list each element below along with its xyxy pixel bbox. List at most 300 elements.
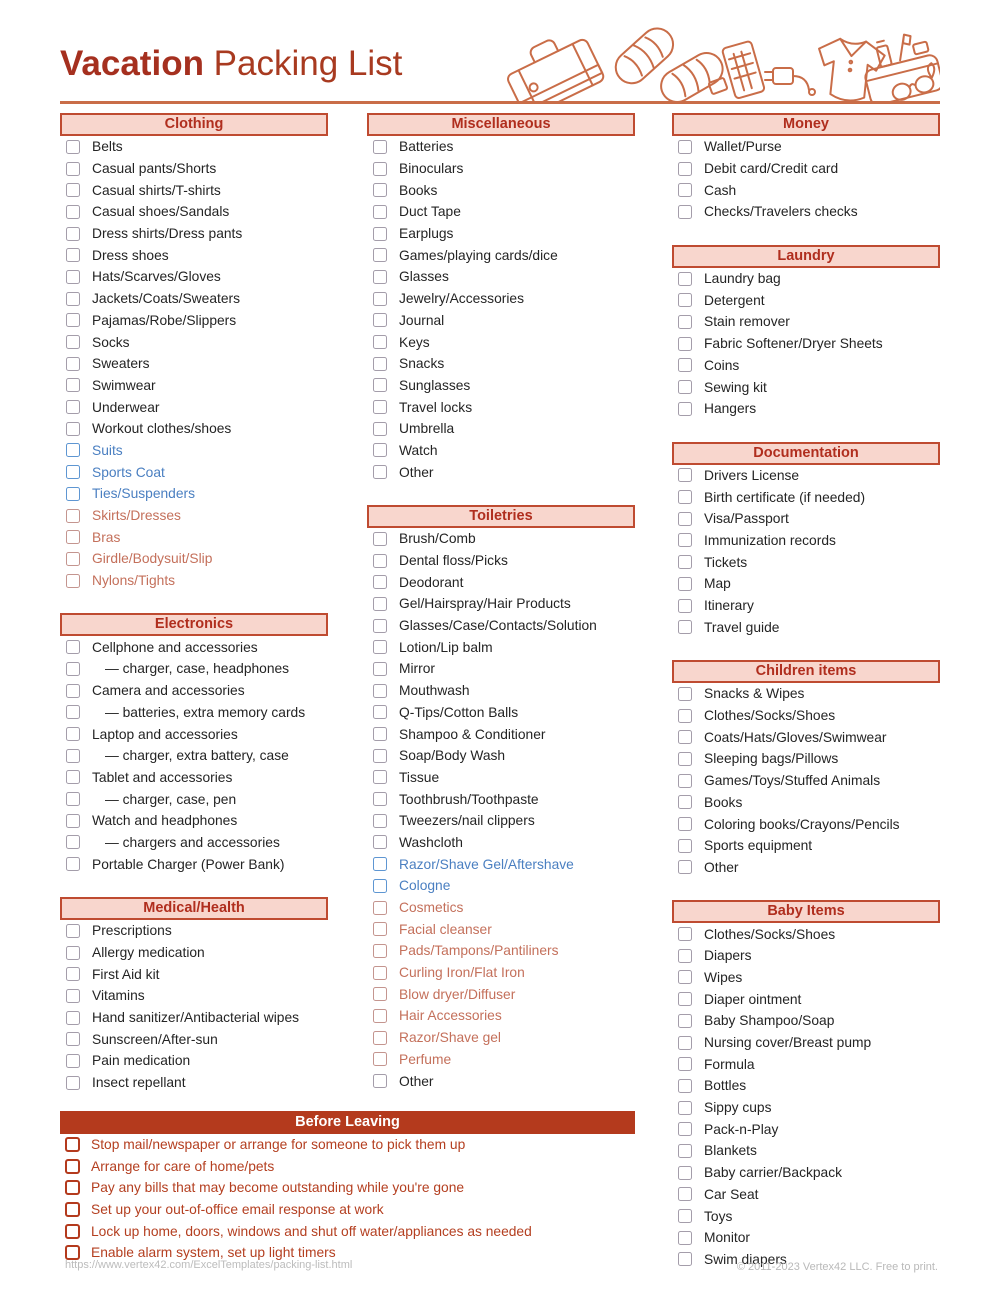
item-label: Laptop and accessories: [92, 726, 238, 742]
item-label: Camera and accessories: [92, 683, 245, 699]
checkbox[interactable]: [373, 879, 387, 893]
checkbox[interactable]: [678, 1209, 692, 1223]
checkbox[interactable]: [65, 1202, 80, 1217]
checkbox[interactable]: [373, 814, 387, 828]
item-label: Glasses: [399, 269, 449, 285]
checkbox[interactable]: [373, 966, 387, 980]
item-label: Washcloth: [399, 834, 463, 850]
item-label: — batteries, extra memory cards: [105, 704, 306, 720]
checkbox[interactable]: [373, 357, 387, 371]
item-label: Bottles: [704, 1078, 747, 1094]
checklist-item-row: [60, 179, 328, 201]
checklist-item-row: [60, 244, 328, 266]
checklist-item-row: [672, 1227, 940, 1249]
checklist-item-row: [60, 526, 328, 548]
item-label: Travel guide: [704, 619, 780, 635]
item-label: Other: [399, 464, 434, 480]
checkbox[interactable]: [678, 1079, 692, 1093]
item-label: Sunscreen/After-sun: [92, 1031, 218, 1047]
section-header-children-items: Children items: [672, 660, 940, 683]
checkbox[interactable]: [373, 400, 387, 414]
checklist-item-row: [367, 918, 635, 940]
checkbox[interactable]: [373, 922, 387, 936]
checklist-item-row: [672, 508, 940, 530]
item-label: Socks: [92, 334, 130, 350]
checkbox[interactable]: [678, 140, 692, 154]
item-label: Fabric Softener/Dryer Sheets: [704, 336, 883, 352]
item-label: Tweezers/nail clippers: [399, 813, 535, 829]
checklist-item-row: [672, 945, 940, 967]
checkbox[interactable]: [678, 402, 692, 416]
checkbox[interactable]: [678, 1101, 692, 1115]
item-label: Diaper ointment: [704, 991, 802, 1007]
section-header-money: Money: [672, 113, 940, 136]
checkbox[interactable]: [678, 949, 692, 963]
checkbox[interactable]: [66, 487, 80, 501]
checkbox[interactable]: [678, 358, 692, 372]
checkbox[interactable]: [373, 313, 387, 327]
checkbox[interactable]: [66, 530, 80, 544]
checklist-item-row: [367, 767, 635, 789]
item-label: Pay any bills that may become outstanding while you're gone: [91, 1180, 465, 1196]
checkbox[interactable]: [66, 378, 80, 392]
item-label: Cosmetics: [399, 900, 464, 916]
checklist-item-row: [672, 136, 940, 158]
checkbox[interactable]: [373, 248, 387, 262]
checkbox[interactable]: [678, 272, 692, 286]
checkbox[interactable]: [678, 183, 692, 197]
item-label: Suits: [92, 442, 123, 458]
checkbox[interactable]: [66, 770, 80, 784]
checkbox[interactable]: [373, 619, 387, 633]
checklist-item-row: [60, 223, 328, 245]
item-label: Portable Charger (Power Bank): [92, 856, 285, 872]
checkbox[interactable]: [66, 292, 80, 306]
checkbox[interactable]: [66, 662, 80, 676]
checkbox[interactable]: [373, 292, 387, 306]
checkbox[interactable]: [66, 727, 80, 741]
checklist-item-row: [367, 571, 635, 593]
checkbox[interactable]: [373, 532, 387, 546]
item-label: Hats/Scarves/Gloves: [92, 269, 221, 285]
checklist-item-row: [60, 548, 328, 570]
checkbox[interactable]: [678, 992, 692, 1006]
item-label: Pads/Tampons/Pantiliners: [399, 943, 559, 959]
checkbox[interactable]: [66, 183, 80, 197]
item-label: Games/Toys/Stuffed Animals: [704, 773, 881, 789]
item-label: Nylons/Tights: [92, 573, 176, 589]
item-label: Birth certificate (if needed): [704, 489, 866, 505]
checkbox[interactable]: [678, 490, 692, 504]
checklist-item-row: [367, 680, 635, 702]
source-url: https://www.vertex42.com/ExcelTemplates/packing-list.html: [65, 1259, 353, 1271]
section-header-clothing: Clothing: [60, 113, 328, 136]
item-label: Glasses/Case/Contacts/Solution: [399, 618, 597, 634]
checklist-item-row: [367, 223, 635, 245]
checklist-item-row: [672, 705, 940, 727]
item-label: Detergent: [704, 292, 765, 308]
checkbox[interactable]: [678, 730, 692, 744]
item-label: Lotion/Lip balm: [399, 639, 493, 655]
item-label: Gel/Hairspray/Hair Products: [399, 596, 571, 612]
section-before-leaving: [60, 1111, 635, 1264]
checkbox[interactable]: [66, 989, 80, 1003]
item-label: Coloring books/Crayons/Pencils: [704, 816, 900, 832]
checklist-item-row: [60, 1199, 635, 1221]
checkbox[interactable]: [678, 620, 692, 634]
item-label: Perfume: [399, 1051, 452, 1067]
checklist-item-row: [367, 158, 635, 180]
checkbox[interactable]: [66, 684, 80, 698]
checklist-item-row: [367, 179, 635, 201]
checkbox[interactable]: [66, 400, 80, 414]
section-header-toiletries: Toiletries: [367, 505, 635, 528]
item-label: Other: [704, 859, 739, 875]
item-label: Razor/Shave gel: [399, 1030, 502, 1046]
checkbox[interactable]: [373, 378, 387, 392]
checkbox[interactable]: [66, 574, 80, 588]
checkbox[interactable]: [678, 315, 692, 329]
checkbox[interactable]: [373, 857, 387, 871]
checkbox[interactable]: [373, 575, 387, 589]
checkbox[interactable]: [373, 422, 387, 436]
checklist-item-row: [672, 595, 940, 617]
checklist-item-row: [367, 201, 635, 223]
checkbox[interactable]: [678, 1187, 692, 1201]
checklist-item-row: [367, 288, 635, 310]
item-label: Bras: [92, 529, 121, 545]
item-label: Journal: [399, 312, 445, 328]
checkbox[interactable]: [678, 1252, 692, 1266]
checkbox[interactable]: [373, 792, 387, 806]
checklist-item-row: [60, 461, 328, 483]
checkbox[interactable]: [678, 752, 692, 766]
checkbox[interactable]: [373, 770, 387, 784]
item-label: Sleeping bags/Pillows: [704, 751, 839, 767]
checkbox[interactable]: [678, 293, 692, 307]
checkbox[interactable]: [373, 140, 387, 154]
item-label: Sports equipment: [704, 838, 813, 854]
checkbox[interactable]: [65, 1159, 80, 1174]
checkbox[interactable]: [66, 705, 80, 719]
item-label: Soap/Body Wash: [399, 748, 506, 764]
checkbox[interactable]: [373, 944, 387, 958]
item-label: Arrange for care of home/pets: [91, 1158, 275, 1174]
checkbox[interactable]: [678, 468, 692, 482]
item-label: Car Seat: [704, 1186, 759, 1202]
item-label: Clothes/Socks/Shoes: [704, 708, 836, 724]
item-label: Enable alarm system, set up light timers: [91, 1245, 336, 1261]
checklist-item-row: [367, 853, 635, 875]
checklist-item-row: [672, 1140, 940, 1162]
checkbox[interactable]: [678, 162, 692, 176]
checkbox[interactable]: [373, 640, 387, 654]
checklist-item-row: [672, 1205, 940, 1227]
checklist-item-row: [60, 375, 328, 397]
checklist-item-row: [672, 551, 940, 573]
checkbox[interactable]: [66, 835, 80, 849]
checklist-item-row: [367, 832, 635, 854]
checkbox[interactable]: [678, 1057, 692, 1071]
checklist-item-row: [367, 962, 635, 984]
checklist-item-row: [367, 375, 635, 397]
checklist-item-row: [672, 1184, 940, 1206]
checkbox[interactable]: [373, 1074, 387, 1088]
checkbox[interactable]: [373, 443, 387, 457]
checkbox[interactable]: [66, 1032, 80, 1046]
checklist-item-row: [672, 268, 940, 290]
checkbox[interactable]: [373, 727, 387, 741]
item-label: Wallet/Purse: [704, 139, 782, 155]
item-label: Deodorant: [399, 574, 464, 590]
item-label: Visa/Passport: [704, 511, 789, 527]
checkbox[interactable]: [373, 1031, 387, 1045]
checkbox[interactable]: [373, 465, 387, 479]
checkbox[interactable]: [373, 183, 387, 197]
checklist-item-row: [672, 967, 940, 989]
checkbox[interactable]: [66, 749, 80, 763]
checkbox[interactable]: [66, 967, 80, 981]
item-label: Blow dryer/Diffuser: [399, 986, 516, 1002]
checkbox[interactable]: [66, 1011, 80, 1025]
checkbox[interactable]: [678, 1014, 692, 1028]
checklist-item-row: [367, 136, 635, 158]
item-label: Jewelry/Accessories: [399, 291, 524, 307]
item-label: Coins: [704, 357, 740, 373]
checklist-item-row: [367, 875, 635, 897]
checklist-item-row: [367, 1027, 635, 1049]
item-label: Watch and headphones: [92, 813, 238, 829]
checklist-item-row: [672, 289, 940, 311]
checklist-item-row: [367, 550, 635, 572]
checkbox[interactable]: [66, 205, 80, 219]
checkbox[interactable]: [373, 705, 387, 719]
item-label: Casual shirts/T-shirts: [92, 182, 221, 198]
checkbox[interactable]: [373, 1009, 387, 1023]
item-label: Travel locks: [399, 399, 473, 415]
item-label: Brush/Comb: [399, 531, 476, 547]
section-header-laundry: Laundry: [672, 245, 940, 268]
checklist-item-row: [367, 658, 635, 680]
item-label: Casual shoes/Sandals: [92, 204, 230, 220]
checklist-item-row: [60, 745, 328, 767]
checkbox[interactable]: [66, 270, 80, 284]
checklist-item-row: [367, 1070, 635, 1092]
checklist-item-row: [60, 483, 328, 505]
item-label: Tickets: [704, 554, 748, 570]
checkbox[interactable]: [66, 162, 80, 176]
checkbox[interactable]: [66, 857, 80, 871]
checkbox[interactable]: [373, 335, 387, 349]
checkbox[interactable]: [373, 901, 387, 915]
item-label: Map: [704, 576, 731, 592]
checkbox[interactable]: [678, 970, 692, 984]
item-label: Sunglasses: [399, 377, 471, 393]
item-label: Toys: [704, 1208, 733, 1224]
checklist-item-row: [60, 353, 328, 375]
checklist-item-row: [60, 832, 328, 854]
item-label: Mouthwash: [399, 683, 470, 699]
checkbox[interactable]: [66, 924, 80, 938]
checklist-item-row: [367, 810, 635, 832]
checkbox[interactable]: [66, 313, 80, 327]
checkbox[interactable]: [678, 1231, 692, 1245]
checkbox[interactable]: [66, 552, 80, 566]
section-header-documentation: Documentation: [672, 442, 940, 465]
checkbox[interactable]: [65, 1180, 80, 1195]
checkbox[interactable]: [66, 140, 80, 154]
checkbox[interactable]: [678, 687, 692, 701]
item-label: Diapers: [704, 948, 752, 964]
checklist-item-row: [60, 331, 328, 353]
checkbox[interactable]: [678, 533, 692, 547]
item-label: Hand sanitizer/Antibacterial wipes: [92, 1010, 300, 1026]
checklist-item-row: [672, 923, 940, 945]
checkbox[interactable]: [678, 817, 692, 831]
section-header-baby-items: Baby Items: [672, 900, 940, 923]
checkbox[interactable]: [373, 270, 387, 284]
checkbox[interactable]: [678, 1166, 692, 1180]
item-label: Blankets: [704, 1143, 757, 1159]
checkbox[interactable]: [678, 555, 692, 569]
item-label: Curling Iron/Flat Iron: [399, 965, 525, 981]
item-label: Insect repellant: [92, 1075, 186, 1091]
checklist-item-row: [60, 658, 328, 680]
checklist-item-row: [672, 398, 940, 420]
section-toiletries: [367, 505, 635, 1092]
checklist-item-row: [672, 1053, 940, 1075]
item-label: Lock up home, doors, windows and shut off water/appliances as needed: [91, 1223, 532, 1239]
checkbox[interactable]: [678, 795, 692, 809]
checkbox[interactable]: [66, 640, 80, 654]
section-money: [672, 113, 940, 223]
item-label: Wipes: [704, 969, 743, 985]
checkbox[interactable]: [66, 248, 80, 262]
item-label: — charger, extra battery, case: [105, 748, 289, 764]
checkbox[interactable]: [678, 860, 692, 874]
checkbox[interactable]: [373, 684, 387, 698]
checkbox[interactable]: [678, 774, 692, 788]
copyright-notice: © 2011-2023 Vertex42 LLC. Free to print.: [736, 1261, 938, 1273]
checklist-item-row: [367, 461, 635, 483]
checklist-item-row: [60, 158, 328, 180]
checkbox[interactable]: [678, 927, 692, 941]
checklist-item-row: [60, 723, 328, 745]
checkbox[interactable]: [66, 792, 80, 806]
checkbox[interactable]: [678, 512, 692, 526]
section-header-miscellaneous: Miscellaneous: [367, 113, 635, 136]
checklist-item-row: [672, 835, 940, 857]
item-label: Sweaters: [92, 356, 150, 372]
checkbox[interactable]: [678, 1122, 692, 1136]
checklist-item-row: [367, 723, 635, 745]
item-label: Keys: [399, 334, 430, 350]
item-label: Hangers: [704, 401, 757, 417]
checkbox[interactable]: [373, 1052, 387, 1066]
checklist-item-row: [672, 158, 940, 180]
checklist-item-row: [60, 201, 328, 223]
checkbox[interactable]: [373, 205, 387, 219]
checkbox[interactable]: [373, 597, 387, 611]
checkbox[interactable]: [66, 946, 80, 960]
checkbox[interactable]: [373, 227, 387, 241]
checklist-item-row: [672, 748, 940, 770]
checkbox[interactable]: [373, 554, 387, 568]
checklist-item-row: [367, 593, 635, 615]
item-label: Nursing cover/Breast pump: [704, 1035, 872, 1051]
checklist-item-row: [367, 418, 635, 440]
section-clothing: [60, 113, 328, 591]
checkbox[interactable]: [66, 357, 80, 371]
checklist-item-row: [60, 636, 328, 658]
item-label: Cologne: [399, 878, 451, 894]
item-label: Monitor: [704, 1230, 751, 1246]
checkbox[interactable]: [66, 227, 80, 241]
checkbox[interactable]: [65, 1137, 80, 1152]
item-label: Prescriptions: [92, 923, 172, 939]
checkbox[interactable]: [678, 599, 692, 613]
checkbox[interactable]: [66, 422, 80, 436]
checkbox[interactable]: [373, 987, 387, 1001]
checklist-item-row: [60, 310, 328, 332]
item-label: Facial cleanser: [399, 921, 492, 937]
page-title: [60, 44, 402, 84]
checkbox[interactable]: [678, 380, 692, 394]
checkbox[interactable]: [678, 1144, 692, 1158]
checklist-item-row: [672, 355, 940, 377]
checkbox[interactable]: [678, 709, 692, 723]
item-label: Coats/Hats/Gloves/Swimwear: [704, 729, 887, 745]
checkbox[interactable]: [678, 577, 692, 591]
checkbox[interactable]: [66, 814, 80, 828]
item-label: Sewing kit: [704, 379, 767, 395]
section-children-items: [672, 660, 940, 878]
checkbox[interactable]: [66, 465, 80, 479]
checklist-item-row: [672, 988, 940, 1010]
checkbox[interactable]: [65, 1224, 80, 1239]
item-label: Pajamas/Robe/Slippers: [92, 312, 237, 328]
page-header: [60, 0, 940, 104]
checklist-item-row: [672, 726, 940, 748]
checkbox[interactable]: [678, 839, 692, 853]
item-label: Dress shoes: [92, 247, 169, 263]
checkbox[interactable]: [66, 443, 80, 457]
checklist-item-row: [672, 333, 940, 355]
checkbox[interactable]: [678, 337, 692, 351]
checkbox[interactable]: [66, 509, 80, 523]
item-label: Watch: [399, 442, 438, 458]
item-label: Baby Shampoo/Soap: [704, 1013, 835, 1029]
checkbox[interactable]: [373, 749, 387, 763]
checkbox[interactable]: [373, 835, 387, 849]
checkbox[interactable]: [66, 335, 80, 349]
checkbox[interactable]: [373, 662, 387, 676]
checkbox[interactable]: [66, 1076, 80, 1090]
checklist-item-row: [672, 857, 940, 879]
checkbox[interactable]: [373, 162, 387, 176]
checklist-item-row: [60, 136, 328, 158]
checkbox[interactable]: [66, 1054, 80, 1068]
page-title-regular: Packing List: [203, 44, 403, 83]
checklist-item-row: [60, 418, 328, 440]
checklist-item-row: [367, 1049, 635, 1071]
page-title-bold: Vacation: [60, 44, 204, 83]
checkbox[interactable]: [678, 1036, 692, 1050]
checklist-item-row: [367, 528, 635, 550]
item-label: Sippy cups: [704, 1100, 772, 1116]
checklist-item-row: [60, 1220, 635, 1242]
checkbox[interactable]: [678, 205, 692, 219]
